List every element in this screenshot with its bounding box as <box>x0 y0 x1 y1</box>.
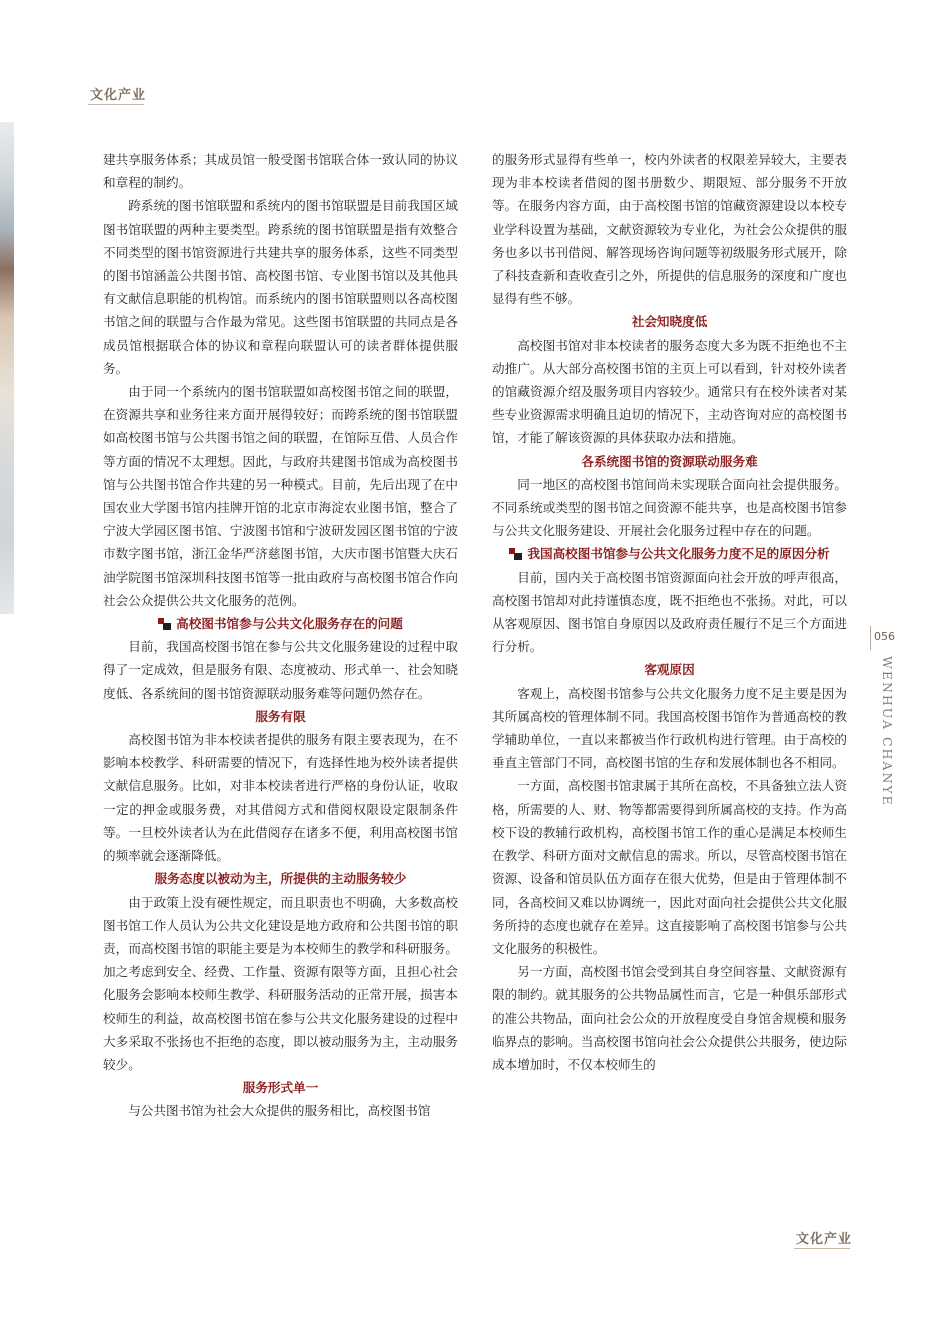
paragraph: 与公共图书馆为社会大众提供的服务相比，高校图书馆 <box>128 1103 431 1119</box>
section-heading <box>492 542 847 565</box>
paragraph: 由于同一个系统内的图书馆联盟如高校图书馆之间的联盟，在资源共享和业务往来方面开展得较好；而跨系统的图书馆联盟如高校图书馆与公共图书馆之间的联盟，在馆际互借、人员合作等方面的情况不太理想。因此，与政府共建图书馆成为高校图书馆与公共图书馆合作共建的另一种模式。目前，先后出现了在中国农业大学图书馆内挂牌开馆的北京市海淀农业图书馆，整合了宁波大学园区图书馆、宁波图书馆和宁波研发园区图书馆的宁波市数字图书馆，浙江金华严济慈图书馆，大庆市图书馆暨大庆石油学院图书馆深圳科技图书馆等一批由政府与高校图书馆合作向社会公众提供公共文化服务的范例。 <box>103 384 458 608</box>
paragraph: 目前，国内关于高校图书馆资源面向社会开放的呼声很高，高校图书馆却对此持谨慎态度，既不拒绝也不张扬。对此，可以从客观原因、图书馆自身原因以及政府责任履行不足三个方面进行分析。 <box>492 569 847 655</box>
paragraph: 客观上，高校图书馆参与公共文化服务力度不足主要是因为其所属高校的管理体制不同。我国高校图书馆作为普通高校的教学辅助单位，一直以来都被当作行政机构进行管理。由于高校的垂直主管部门不同，高校图书馆的生存和发展体制也各不相同。 <box>492 685 847 771</box>
sub-heading: 服务有限 <box>255 708 306 724</box>
footer-rule <box>794 1248 850 1249</box>
journal-header-title: 文化产业 <box>90 88 147 103</box>
sub-heading: 客观原因 <box>644 662 695 678</box>
paragraph: 建共享服务体系；其成员馆一般受图书馆联合体一致认同的协议和章程的制约。 <box>103 152 458 191</box>
paragraph: 目前，我国高校图书馆在参与公共文化服务建设的过程中取得了一定成效，但是服务有限、态度被动、形式单一、社会知晓度低、各系统间的图书馆资源联动服务难等问题仍然存在。 <box>103 639 458 701</box>
sub-heading: 各系统图书馆的资源联动服务难 <box>581 453 758 469</box>
journal-footer-title: 文化产业 <box>796 1232 853 1247</box>
paragraph: 由于政策上没有硬性规定，而且职责也不明确，大多数高校图书馆工作人员认为公共文化建设是地方政府和公共图书馆的职责，而高校图书馆的职能主要是为本校师生的教学和科研服务。加之考虑到安全、经费、工作量、资源有限等方面，且担心社会化服务会影响本校师生教学、科研服务活动的正常开展，损害本校师生的利益，故高校图书馆在参与公共文化服务建设的过程中大多采取不张扬也不拒绝的态度，即以被动服务为主，主动服务较少。 <box>103 894 458 1072</box>
header-rule <box>88 104 144 105</box>
section-heading-text: 我国高校图书馆参与公共文化服务力度不足的原因分析 <box>527 546 830 562</box>
page-number: 056 <box>874 630 895 643</box>
vertical-brand-text: WENHUA CHANYE <box>880 656 895 807</box>
section-marker-icon <box>158 618 172 630</box>
sub-heading: 社会知晓度低 <box>631 314 708 330</box>
paragraph: 一方面，高校图书馆隶属于其所在高校，不具备独立法人资格，所需要的人、财、物等都需要得到所属高校的支持。作为高校下设的教辅行政机构，高校图书馆工作的重心是满足本校师生在教学、科研方面对文献信息的需求。所以，尽管高校图书馆在资源、设备和馆员队伍方面存在很大优势，但是由于管理体制不同，各高校间又难以协调统一，因此对面向社会提供公共文化服务所持的态度也就存在差异。这直接影响了高校图书馆参与公共文化服务的积极性。 <box>492 778 847 956</box>
side-photo-strip <box>0 122 14 614</box>
paragraph: 跨系统的图书馆联盟和系统内的图书馆联盟是目前我国区域图书馆联盟的两种主要类型。跨系统的图书馆联盟是指有效整合不同类型的图书馆资源进行共建共享的服务体系，这些不同类型的图书馆涵盖公共图书馆、高校图书馆、专业图书馆以及其他具有文献信息职能的机构馆。而系统内的图书馆联盟则以各高校图书馆之间的联盟与合作最为常见。这些图书馆联盟的共同点是各成员馆根据联合体的协议和章程向联盟认可的读者群体提供服务。 <box>103 198 458 376</box>
left-column <box>103 148 458 1123</box>
paragraph: 的服务形式显得有些单一，校内外读者的权限差异较大，主要表现为非本校读者借阅的图书册数少、期限短、部分服务不开放等。在服务内容方面，由于高校图书馆的馆藏资源建设以本校专业学科设置为基础，文献资源较为专业化，为社会公众提供的服务也多以书刊借阅、解答现场咨询问题等初级服务形式展开，除了科技查新和查收查引之外，所提供的信息服务的深度和广度也显得有些不够。 <box>492 152 847 307</box>
section-marker-icon <box>509 548 523 560</box>
paragraph: 高校图书馆为非本校读者提供的服务有限主要表现为，在不影响本校教学、科研需要的情况下，有选择性地为校外读者提供文献信息服务。比如，对非本校读者进行严格的身份认证，收取一定的押金或服务费，对其借阅方式和借阅权限设定限制条件等。一旦校外读者认为在此借阅存在诸多不便，利用高校图书馆的频率就会逐渐降低。 <box>103 732 458 864</box>
section-heading-text: 高校图书馆参与公共文化服务存在的问题 <box>176 616 403 632</box>
page-number-rule <box>870 626 871 650</box>
paragraph: 高校图书馆对非本校读者的服务态度大多为既不拒绝也不主动推广。从大部分高校图书馆的主页上可以看到，针对校外读者的馆藏资源介绍及服务项目内容较少。通常只有在校外读者对某些专业资源需求明确且迫切的情况下，主动咨询对应的高校图书馆，才能了解该资源的具体获取办法和措施。 <box>492 337 847 446</box>
sub-heading: 服务形式单一 <box>242 1080 319 1096</box>
paragraph: 另一方面，高校图书馆会受到其自身空间容量、文献资源有限的制约。就其服务的公共物品属性而言，它是一种俱乐部形式的准公共物品，面向社会公众的开放程度受自身馆舍规模和服务临界点的影响。当高校图书馆向社会公众提供公共服务，使边际成本增加时，不仅本校师生的 <box>492 964 847 1072</box>
paragraph: 同一地区的高校图书馆间尚未实现联合面向社会提供服务。不同系统或类型的图书馆之间资源不能共享，也是高校图书馆参与公共文化服务建设、开展社会化服务过程中存在的问题。 <box>492 476 847 539</box>
section-heading <box>103 612 458 635</box>
right-column <box>492 148 847 1076</box>
sub-heading: 服务态度以被动为主，所提供的主动服务较少 <box>154 871 407 887</box>
